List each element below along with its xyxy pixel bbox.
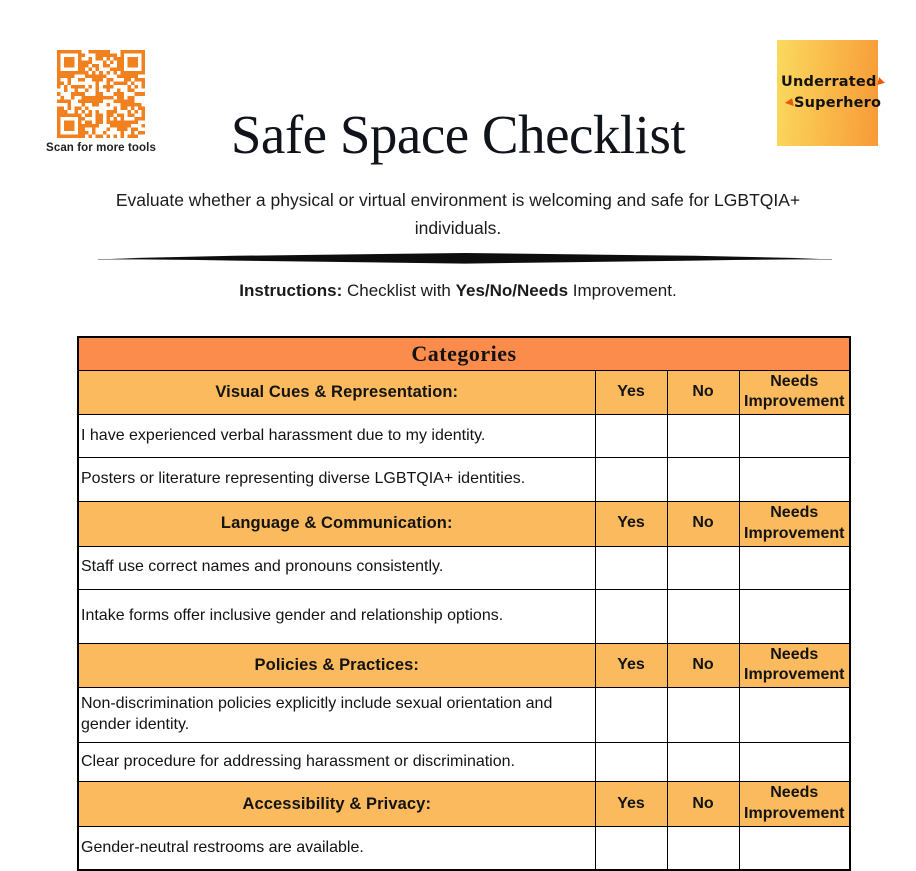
needs-improvement-cell xyxy=(739,415,850,458)
page-title: Safe Space Checklist xyxy=(230,104,686,165)
table-row xyxy=(78,826,850,870)
table-row xyxy=(78,743,850,782)
col-needs-header: Needs Improvement xyxy=(739,643,850,688)
col-no-header: No xyxy=(667,502,739,547)
instructions-label: Instructions: xyxy=(239,281,343,300)
table-row xyxy=(78,589,850,643)
page-subtitle: Evaluate whether a physical or virtual environment is welcoming and safe for LGBTQIA+ individuals. xyxy=(115,190,801,238)
qr-caption: Scan for more tools xyxy=(46,142,156,154)
table-row xyxy=(78,546,850,589)
no-cell xyxy=(667,589,739,643)
no-cell xyxy=(667,688,739,743)
section-header-2: Language & Communication: xyxy=(78,502,595,547)
yes-cell xyxy=(595,688,667,743)
no-cell xyxy=(667,546,739,589)
checklist-item-text: I have experienced verbal harassment due to my identity. xyxy=(78,415,595,458)
section-header-1: Visual Cues & Representation: xyxy=(78,370,595,415)
no-cell xyxy=(667,458,739,502)
col-yes-header: Yes xyxy=(595,643,667,688)
col-yes-header: Yes xyxy=(595,502,667,547)
section-header-3: Policies & Practices: xyxy=(78,643,595,688)
col-no-header: No xyxy=(667,643,739,688)
brand-name-top: Underrated xyxy=(781,73,877,90)
needs-improvement-cell xyxy=(739,688,850,743)
section-header-4: Accessibility & Privacy: xyxy=(78,782,595,827)
col-yes-header: Yes xyxy=(595,782,667,827)
arrow-icon xyxy=(877,77,886,87)
instructions-line xyxy=(0,281,916,301)
checklist-table xyxy=(77,336,851,871)
needs-improvement-cell xyxy=(739,743,850,782)
table-row xyxy=(78,458,850,502)
yes-cell xyxy=(595,458,667,502)
instructions-bold: Yes/No/Needs xyxy=(455,281,569,300)
table-title-categories: Categories xyxy=(78,337,850,370)
col-no-header: No xyxy=(667,370,739,415)
no-cell xyxy=(667,415,739,458)
brand-logo-line1 xyxy=(781,72,885,93)
instructions-suffix: Improvement. xyxy=(568,281,677,300)
yes-cell xyxy=(595,546,667,589)
checklist-item-text: Intake forms offer inclusive gender and relationship options. xyxy=(78,589,595,643)
no-cell xyxy=(667,826,739,870)
instructions-middle: Checklist with xyxy=(342,281,456,300)
yes-cell xyxy=(595,743,667,782)
col-needs-header: Needs Improvement xyxy=(739,370,850,415)
col-yes-header: Yes xyxy=(595,370,667,415)
brand-name-bottom: Superhero xyxy=(794,95,882,111)
checklist-item-text: Staff use correct names and pronouns consistently. xyxy=(78,546,595,589)
col-needs-header: Needs Improvement xyxy=(739,782,850,827)
yes-cell xyxy=(595,415,667,458)
checklist-item-text: Non-discrimination policies explicitly include sexual orientation and gender identity. xyxy=(78,688,595,743)
yes-cell xyxy=(595,589,667,643)
col-no-header: No xyxy=(667,782,739,827)
yes-cell xyxy=(595,826,667,870)
checklist-item-text: Gender-neutral restrooms are available. xyxy=(78,826,595,870)
checklist-table-wrap xyxy=(77,336,849,871)
no-cell xyxy=(667,743,739,782)
needs-improvement-cell xyxy=(739,546,850,589)
checklist-item-text: Posters or literature representing diverse LGBTQIA+ identities. xyxy=(78,458,595,502)
col-needs-header: Needs Improvement xyxy=(739,502,850,547)
table-row xyxy=(78,688,850,743)
brush-divider xyxy=(95,250,835,268)
table-row xyxy=(78,415,850,458)
needs-improvement-cell xyxy=(739,458,850,502)
needs-improvement-cell xyxy=(739,826,850,870)
needs-improvement-cell xyxy=(739,589,850,643)
checklist-item-text: Clear procedure for addressing harassment or discrimination. xyxy=(78,743,595,782)
